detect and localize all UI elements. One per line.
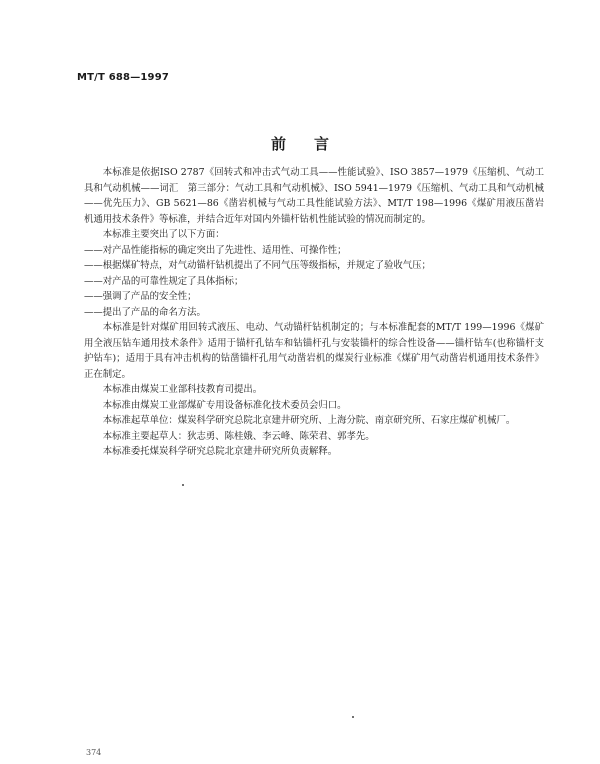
foreword-paragraph-drafters: 本标准主要起草人：狄志勇、陈桂娥、李云峰、陈荣君、郭孝先。 (102, 430, 375, 442)
foreword-paragraph-highlights: 本标准主要突出了以下方面： (102, 229, 225, 240)
foreword-body (84, 165, 544, 460)
foreword-paragraph-basis: 本标准是依据ISO 2787《回转式和冲击式气动工具——性能试验》、ISO 3857—1979《压缩机、气动工具和气动机械——词汇 第三部分：气动工具和气动机械》、ISO 5941—1979《压缩机、气动工具和气动机械——优先压力》、GB 5621—86《凿岩机械与气动工具性能试验方法》、MT/T 198—1996《煤矿用液压凿岩机通用技术条件》等标准，并结合近年对国内外锚杆钻机性能试验的情况而制定的。 (84, 167, 544, 225)
page-title: 前言 (270, 135, 357, 153)
standard-code-header: MT/T 688—1997 (77, 72, 170, 83)
foreword-paragraph-interpretation: 本标准委托煤炭科学研究总院北京建井研究所负责解释。 (102, 446, 338, 457)
highlight-item: ——强调了产品的安全性； (84, 291, 197, 302)
page-number: 374 (86, 748, 102, 757)
scan-speck (182, 484, 184, 486)
foreword-paragraph-committee: 本标准由煤炭工业部煤矿专用设备标准化技术委员会归口。 (102, 399, 347, 411)
foreword-paragraph-drafting-units: 本标准起草单位：煤炭科学研究总院北京建井研究所、上海分院、南京研究所、石家庄煤矿机械厂。 (102, 415, 516, 426)
highlight-item: ——对产品性能指标的确定突出了先进性、适用性、可操作性； (84, 244, 347, 256)
highlight-item: ——对产品的可靠性规定了具体指标； (84, 275, 244, 287)
foreword-paragraph-scope: 本标准是针对煤矿用回转式液压、电动、气动锚杆钻机制定的；与本标准配套的MT/T 199—1996《煤矿用全液压钻车通用技术条件》适用于锚杆孔钻车和钻锚杆孔与安装锚杆的综合性设备——锚杆钻车(也称锚杆支护钻车)；适用于具有冲击机构的钻凿锚杆孔用气动凿岩机的煤炭行业标准《煤矿用气动凿岩机通用技术条件》正在制定。 (84, 322, 544, 380)
foreword-paragraph-proposer: 本标准由煤炭工业部科技教育司提出。 (102, 384, 263, 395)
highlight-item: ——提出了产品的命名方法。 (84, 306, 206, 318)
highlight-item: ——根据煤矿特点，对气动锚杆钻机提出了不同气压等级指标，并规定了验收气压； (84, 260, 431, 271)
scan-speck (352, 716, 354, 718)
